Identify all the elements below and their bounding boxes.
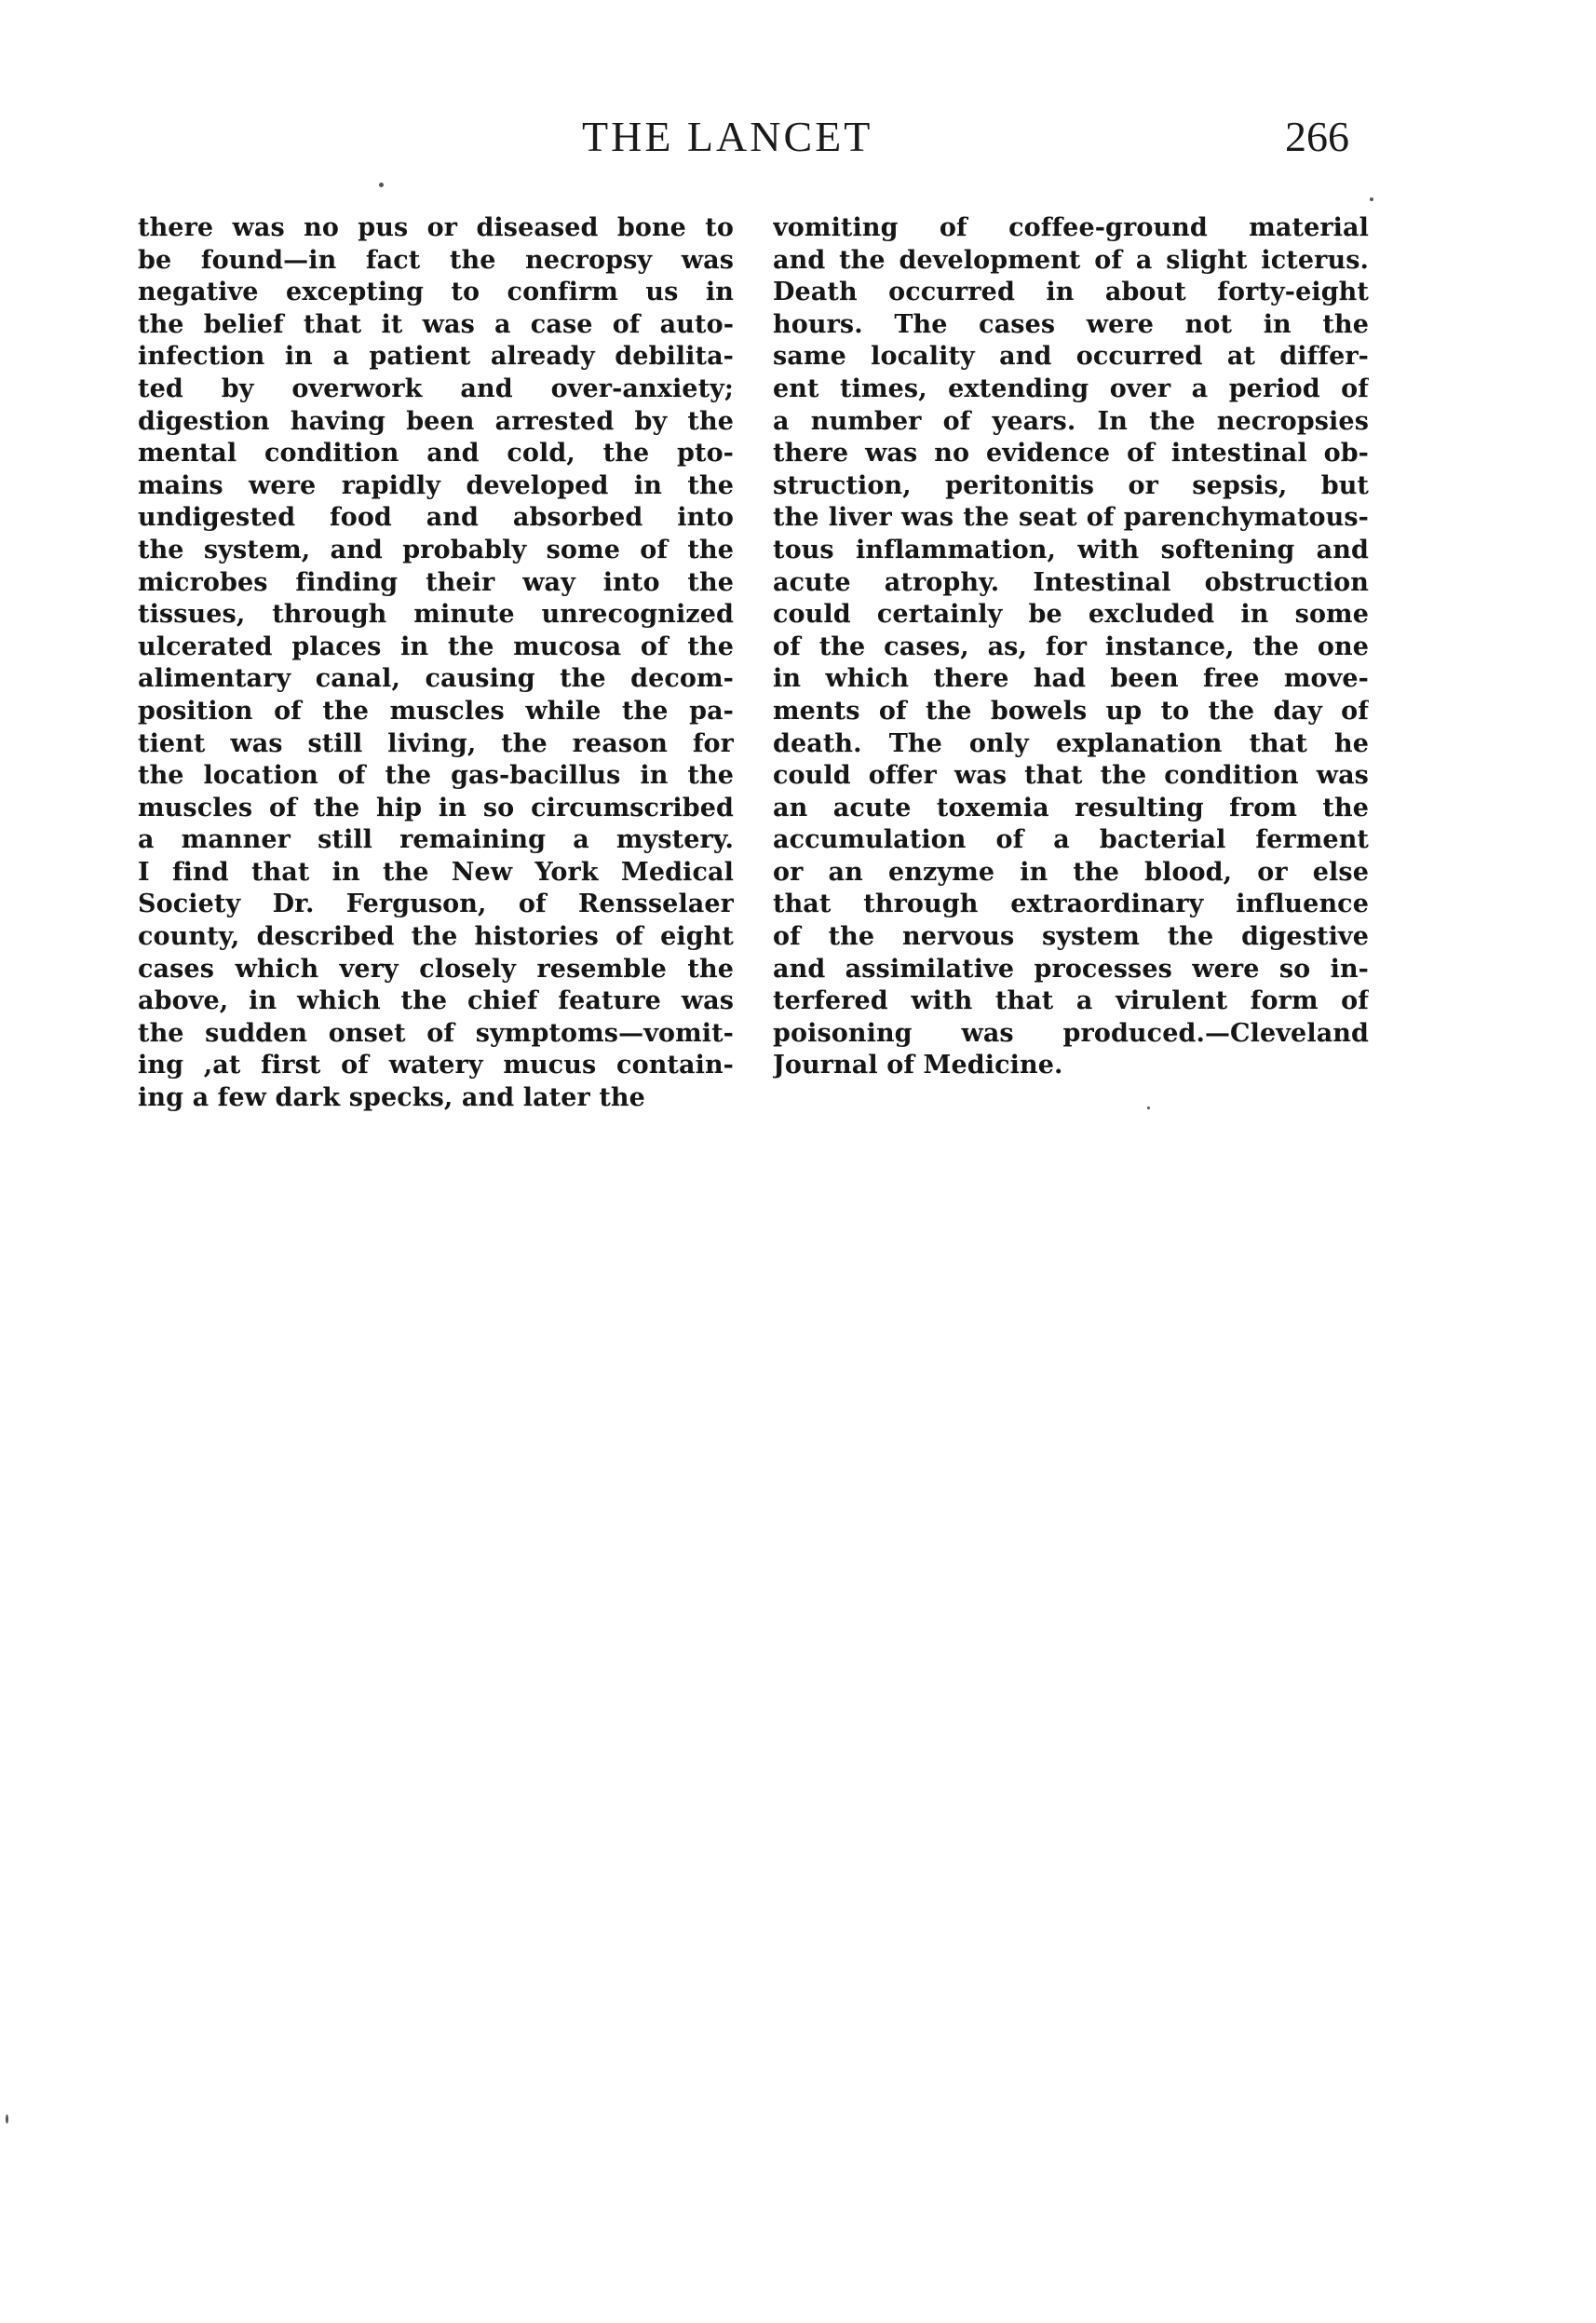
left-column-line: a manner still remaining a mystery.	[138, 825, 734, 855]
right-column-line: there was no evidence of intestinal ob-	[773, 439, 1369, 469]
page-number: 266	[1285, 113, 1349, 160]
right-column-line: ments of the bowels up to the day of	[773, 696, 1369, 726]
left-column-line: county, described the histories of eight	[138, 922, 734, 952]
right-column-line: of the nervous system the digestive	[773, 922, 1369, 952]
right-column-line: vomiting of coffee-ground material	[773, 213, 1369, 242]
right-column-line: acute atrophy. Intestinal obstruction	[773, 567, 1369, 597]
left-column-line: mental condition and cold, the pto-	[138, 439, 734, 469]
right-column-line: in which there had been free move-	[773, 664, 1369, 694]
right-column	[773, 212, 1369, 1082]
right-column-line: could offer was that the condition was	[773, 761, 1369, 791]
left-column-line: be found—in fact the necropsy was	[138, 245, 734, 275]
scan-speck	[379, 183, 384, 187]
left-column-line: alimentary canal, causing the decom-	[138, 664, 734, 694]
left-column-line: tient was still living, the reason for	[138, 728, 734, 758]
right-column-line: an acute toxemia resulting from the	[773, 793, 1369, 822]
left-column-line: muscles of the hip in so circumscribed	[138, 793, 734, 822]
left-column-line: Society Dr. Ferguson, of Rensselaer	[138, 890, 734, 919]
left-column-line: I find that in the New York Medical	[138, 857, 734, 887]
scan-speck	[1147, 1107, 1150, 1109]
right-column-line: could certainly be excluded in some	[773, 600, 1369, 630]
right-column-line: and assimilative processes were so in-	[773, 954, 1369, 984]
running-head	[0, 112, 1596, 168]
left-column-line: ing a few dark specks, and later the	[138, 1083, 645, 1113]
left-column-line: digestion having been arrested by the	[138, 406, 734, 436]
left-column-line: the sudden onset of symptoms—vomit-	[138, 1018, 734, 1048]
right-column-line: poisoning was produced.—Cleveland	[773, 1018, 1369, 1048]
left-column-line: mains were rapidly developed in the	[138, 470, 734, 500]
right-column-line: terfered with that a virulent form of	[773, 986, 1369, 1016]
left-column-line: the location of the gas-bacillus in the	[138, 761, 734, 791]
left-column-line: above, in which the chief feature was	[138, 986, 734, 1016]
right-column-line: or an enzyme in the blood, or else	[773, 857, 1369, 887]
right-column-line: accumulation of a bacterial ferment	[773, 825, 1369, 855]
right-column-line: of the cases, as, for instance, the one	[773, 632, 1369, 661]
left-column-line: negative excepting to confirm us in	[138, 278, 734, 307]
right-column-line: the liver was the seat of parenchymatous-	[773, 503, 1369, 533]
left-column-line: infection in a patient already debilita-	[138, 342, 734, 372]
right-column-line: hours. The cases were not in the	[773, 309, 1369, 339]
right-column-line: struction, peritonitis or sepsis, but	[773, 470, 1369, 500]
right-column-line: Journal of Medicine.	[773, 1051, 1063, 1080]
left-column-line: the system, and probably some of the	[138, 535, 734, 564]
left-column-line: position of the muscles while the pa-	[138, 696, 734, 726]
left-column	[138, 212, 734, 1115]
left-column-line: cases which very closely resemble the	[138, 954, 734, 984]
left-column-line: ted by overwork and over-anxiety;	[138, 374, 734, 403]
right-column-line: and the development of a slight icterus.	[773, 245, 1369, 275]
scan-speck	[6, 2114, 8, 2124]
right-column-line: a number of years. In the necropsies	[773, 406, 1369, 436]
left-column-line: ulcerated places in the mucosa of the	[138, 632, 734, 661]
left-column-line: microbes finding their way into the	[138, 567, 734, 597]
right-column-line: that through extraordinary influence	[773, 890, 1369, 919]
journal-title: THE LANCET	[582, 113, 873, 160]
left-column-line: tissues, through minute unrecognized	[138, 600, 734, 630]
right-column-line: death. The only explanation that he	[773, 728, 1369, 758]
right-column-line: tous inflammation, with softening and	[773, 535, 1369, 564]
scan-speck	[1370, 197, 1373, 201]
right-column-line: ent times, extending over a period of	[773, 374, 1369, 403]
right-column-line: same locality and occurred at differ-	[773, 342, 1369, 372]
left-column-line: ing ,at first of watery mucus contain-	[138, 1051, 734, 1080]
left-column-line: there was no pus or diseased bone to	[138, 213, 734, 242]
right-column-line: Death occurred in about forty-eight	[773, 278, 1369, 307]
left-column-line: undigested food and absorbed into	[138, 503, 734, 533]
left-column-line: the belief that it was a case of auto-	[138, 309, 734, 339]
